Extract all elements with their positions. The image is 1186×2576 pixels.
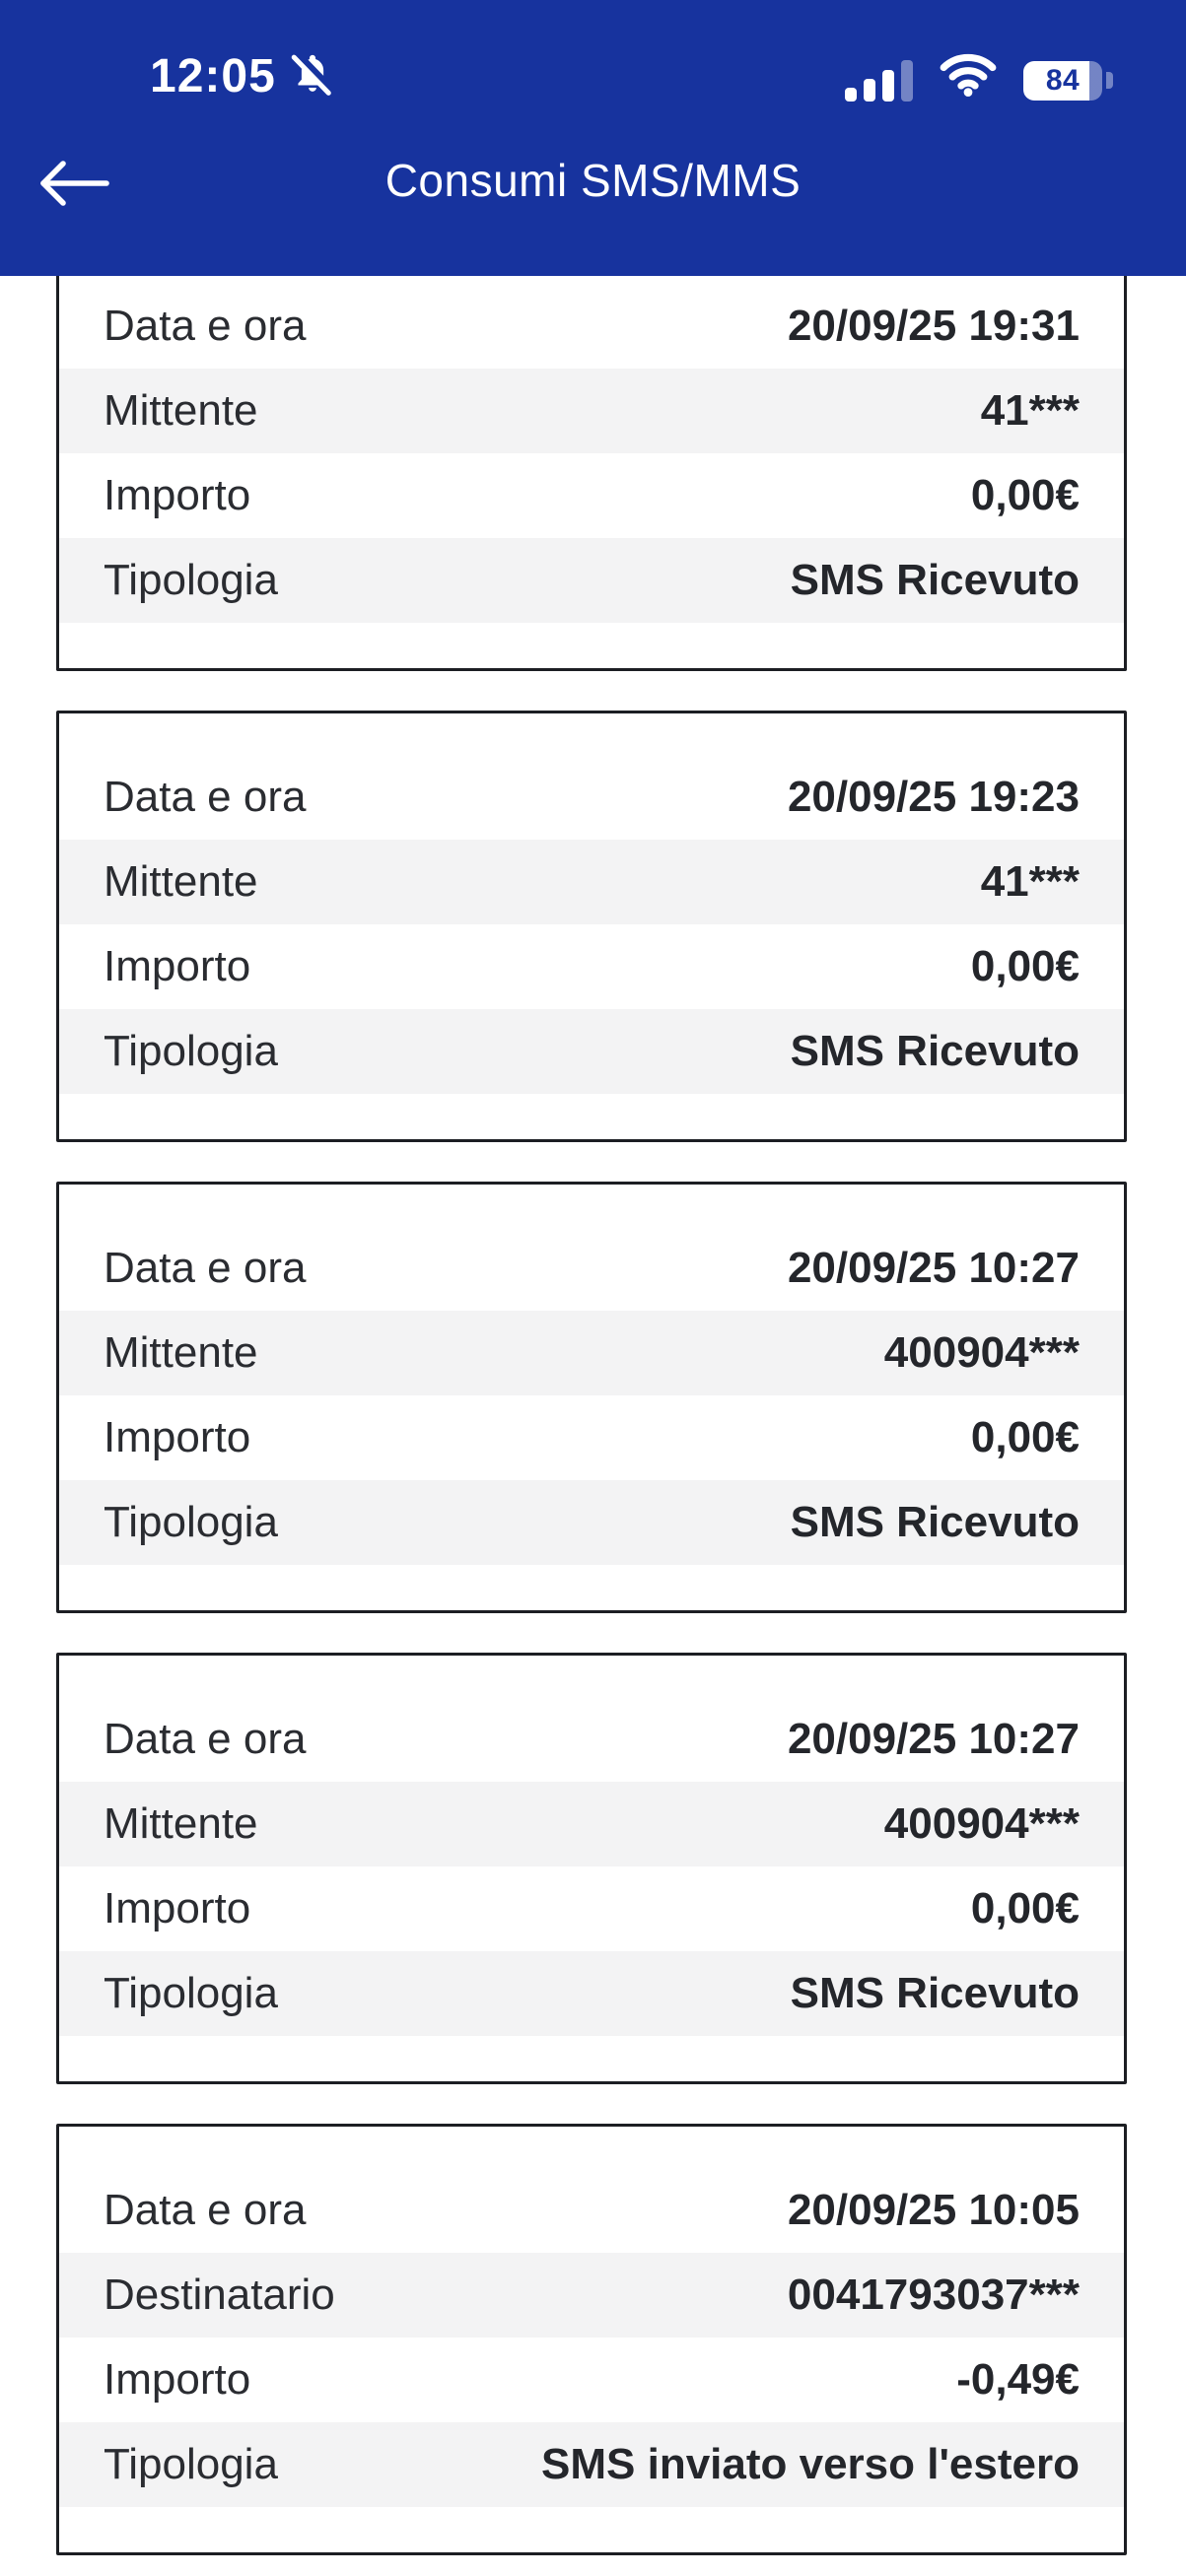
consumption-list[interactable] <box>0 276 1186 2555</box>
page-title: Consumi SMS/MMS <box>384 155 802 206</box>
row-value: 0,00€ <box>970 471 1080 519</box>
row-label: Importo <box>104 2355 251 2404</box>
row-value: 20/09/25 10:27 <box>787 1715 1080 1763</box>
detail-row <box>59 1395 1124 1480</box>
row-value: 0,00€ <box>970 942 1080 990</box>
row-value: SMS Ricevuto <box>790 1969 1080 2017</box>
wifi-icon <box>939 51 998 102</box>
row-label: Mittente <box>104 857 258 906</box>
row-label: Tipologia <box>104 1969 278 2017</box>
row-label: Tipologia <box>104 556 278 604</box>
detail-row <box>59 1009 1124 1094</box>
detail-row <box>59 1480 1124 1565</box>
status-time: 12:05 <box>150 49 276 102</box>
row-label: Destinatario <box>104 2271 335 2319</box>
detail-row <box>59 2338 1124 2422</box>
detail-row <box>59 453 1124 538</box>
row-value: 0,00€ <box>970 1884 1080 1932</box>
row-value: 20/09/25 19:31 <box>787 302 1080 350</box>
row-label: Data e ora <box>104 1244 307 1292</box>
battery-icon <box>1023 61 1113 101</box>
row-value: SMS Ricevuto <box>790 556 1080 604</box>
consumption-card <box>56 2124 1127 2555</box>
row-value: -0,49€ <box>956 2355 1080 2404</box>
status-bar <box>0 0 1186 110</box>
detail-row <box>59 284 1124 369</box>
row-value: 400904*** <box>883 1328 1080 1377</box>
row-label: Data e ora <box>104 773 307 821</box>
detail-row <box>59 2422 1124 2507</box>
row-value: 20/09/25 19:23 <box>787 773 1080 821</box>
consumption-card <box>56 1182 1127 1613</box>
detail-row <box>59 840 1124 924</box>
row-value: 0,00€ <box>970 1413 1080 1461</box>
detail-row <box>59 1951 1124 2036</box>
row-value: 20/09/25 10:05 <box>787 2186 1080 2234</box>
detail-row <box>59 1697 1124 1782</box>
nav-bar <box>0 138 1186 256</box>
consumption-card <box>56 276 1127 671</box>
row-value: SMS inviato verso l'estero <box>541 2440 1080 2488</box>
notifications-muted-icon <box>290 51 335 102</box>
detail-row <box>59 924 1124 1009</box>
row-value: SMS Ricevuto <box>790 1027 1080 1075</box>
row-label: Tipologia <box>104 1027 278 1075</box>
detail-row <box>59 369 1124 453</box>
row-label: Importo <box>104 1413 251 1461</box>
row-value: 41*** <box>980 386 1080 435</box>
detail-row <box>59 1782 1124 1866</box>
consumption-card <box>56 1653 1127 2084</box>
row-value: 41*** <box>980 857 1080 906</box>
row-label: Mittente <box>104 1328 258 1377</box>
row-label: Importo <box>104 471 251 519</box>
row-value: 400904*** <box>883 1799 1080 1848</box>
row-label: Importo <box>104 1884 251 1932</box>
detail-row <box>59 1866 1124 1951</box>
app-header <box>0 0 1186 276</box>
detail-row <box>59 2168 1124 2253</box>
row-label: Importo <box>104 942 251 990</box>
row-value: 0041793037*** <box>787 2271 1080 2319</box>
detail-row <box>59 1226 1124 1311</box>
cellular-signal-icon <box>845 60 913 102</box>
detail-row <box>59 1311 1124 1395</box>
row-label: Data e ora <box>104 2186 307 2234</box>
row-value: 20/09/25 10:27 <box>787 1244 1080 1292</box>
row-label: Mittente <box>104 1799 258 1848</box>
detail-row <box>59 538 1124 623</box>
row-label: Tipologia <box>104 1498 278 1546</box>
row-label: Data e ora <box>104 302 307 350</box>
battery-percent: 84 <box>1045 63 1081 97</box>
detail-row <box>59 755 1124 840</box>
row-value: SMS Ricevuto <box>790 1498 1080 1546</box>
consumption-card <box>56 711 1127 1142</box>
row-label: Mittente <box>104 386 258 435</box>
detail-row <box>59 2253 1124 2338</box>
row-label: Data e ora <box>104 1715 307 1763</box>
row-label: Tipologia <box>104 2440 278 2488</box>
